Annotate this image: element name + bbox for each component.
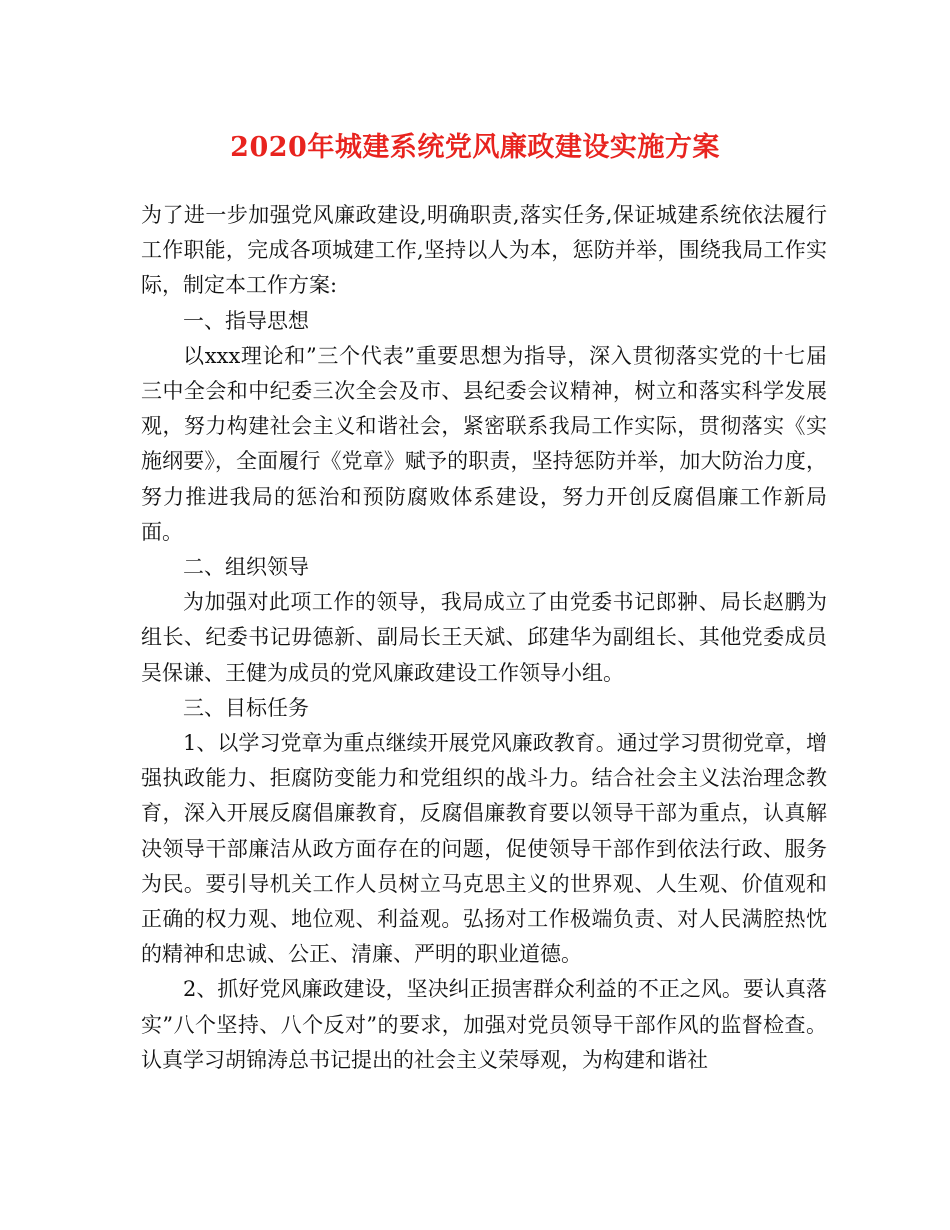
task-2-paragraph: 2、抓好党风廉政建设，坚决纠正损害群众利益的不正之风。要认真落实”八个坚持、八个反对”的要求，加强对党员领导干部作风的监督检查。认真学习胡锦涛总书记提出的社会主义荣辱观，为构建和谐社: [141, 977, 827, 1072]
section-heading-guiding-ideology: 一、指导思想: [183, 308, 309, 333]
guiding-ideology-paragraph: 以xxx理论和”三个代表”重要思想为指导，深入贯彻落实党的十七届三中全会和中纪委三次全会及市、县纪委会议精神，树立和落实科学发展观，努力构建社会主义和谐社会，紧密联系我局工作实际，贯彻落实《实施纲要》，全面履行《党章》赋予的职责，坚持惩防并举，加大防治力度，努力推进我局的惩治和预防腐败体系建设，努力开创反腐倡廉工作新局面。: [141, 343, 827, 544]
organization-leadership-paragraph: 为加强对此项工作的领导，我局成立了由党委书记郎翀、局长赵鹏为组长、纪委书记毋德新、副局长王天斌、邱建华为副组长、其他党委成员吴保谦、王健为成员的党风廉政建设工作领导小组。: [141, 590, 827, 685]
section-heading-organization-leadership: 二、组织领导: [183, 555, 309, 580]
intro-paragraph: 为了进一步加强党风廉政建设,明确职责,落实任务,保证城建系统依法履行工作职能，完成各项城建工作,坚持以人为本，惩防并举，围绕我局工作实际，制定本工作方案:: [141, 203, 827, 298]
section-heading-objectives-tasks: 三、目标任务: [183, 695, 309, 720]
task-1-paragraph: 1、以学习党章为重点继续开展党风廉政教育。通过学习贯彻党章，增强执政能力、拒腐防变能力和党组织的战斗力。结合社会主义法治理念教育，深入开展反腐倡廉教育，反腐倡廉教育要以领导干部为重点，认真解决领导干部廉洁从政方面存在的问题，促使领导干部作到依法行政、服务为民。要引导机关工作人员树立马克思主义的世界观、人生观、价值观和正确的权力观、地位观、利益观。弘扬对工作极端负责、对人民满腔热忱的精神和忠诚、公正、清廉、严明的职业道德。: [141, 731, 827, 967]
document-title: 2020年城建系统党风廉政建设实施方案: [230, 132, 720, 163]
document-body: [141, 198, 827, 1078]
